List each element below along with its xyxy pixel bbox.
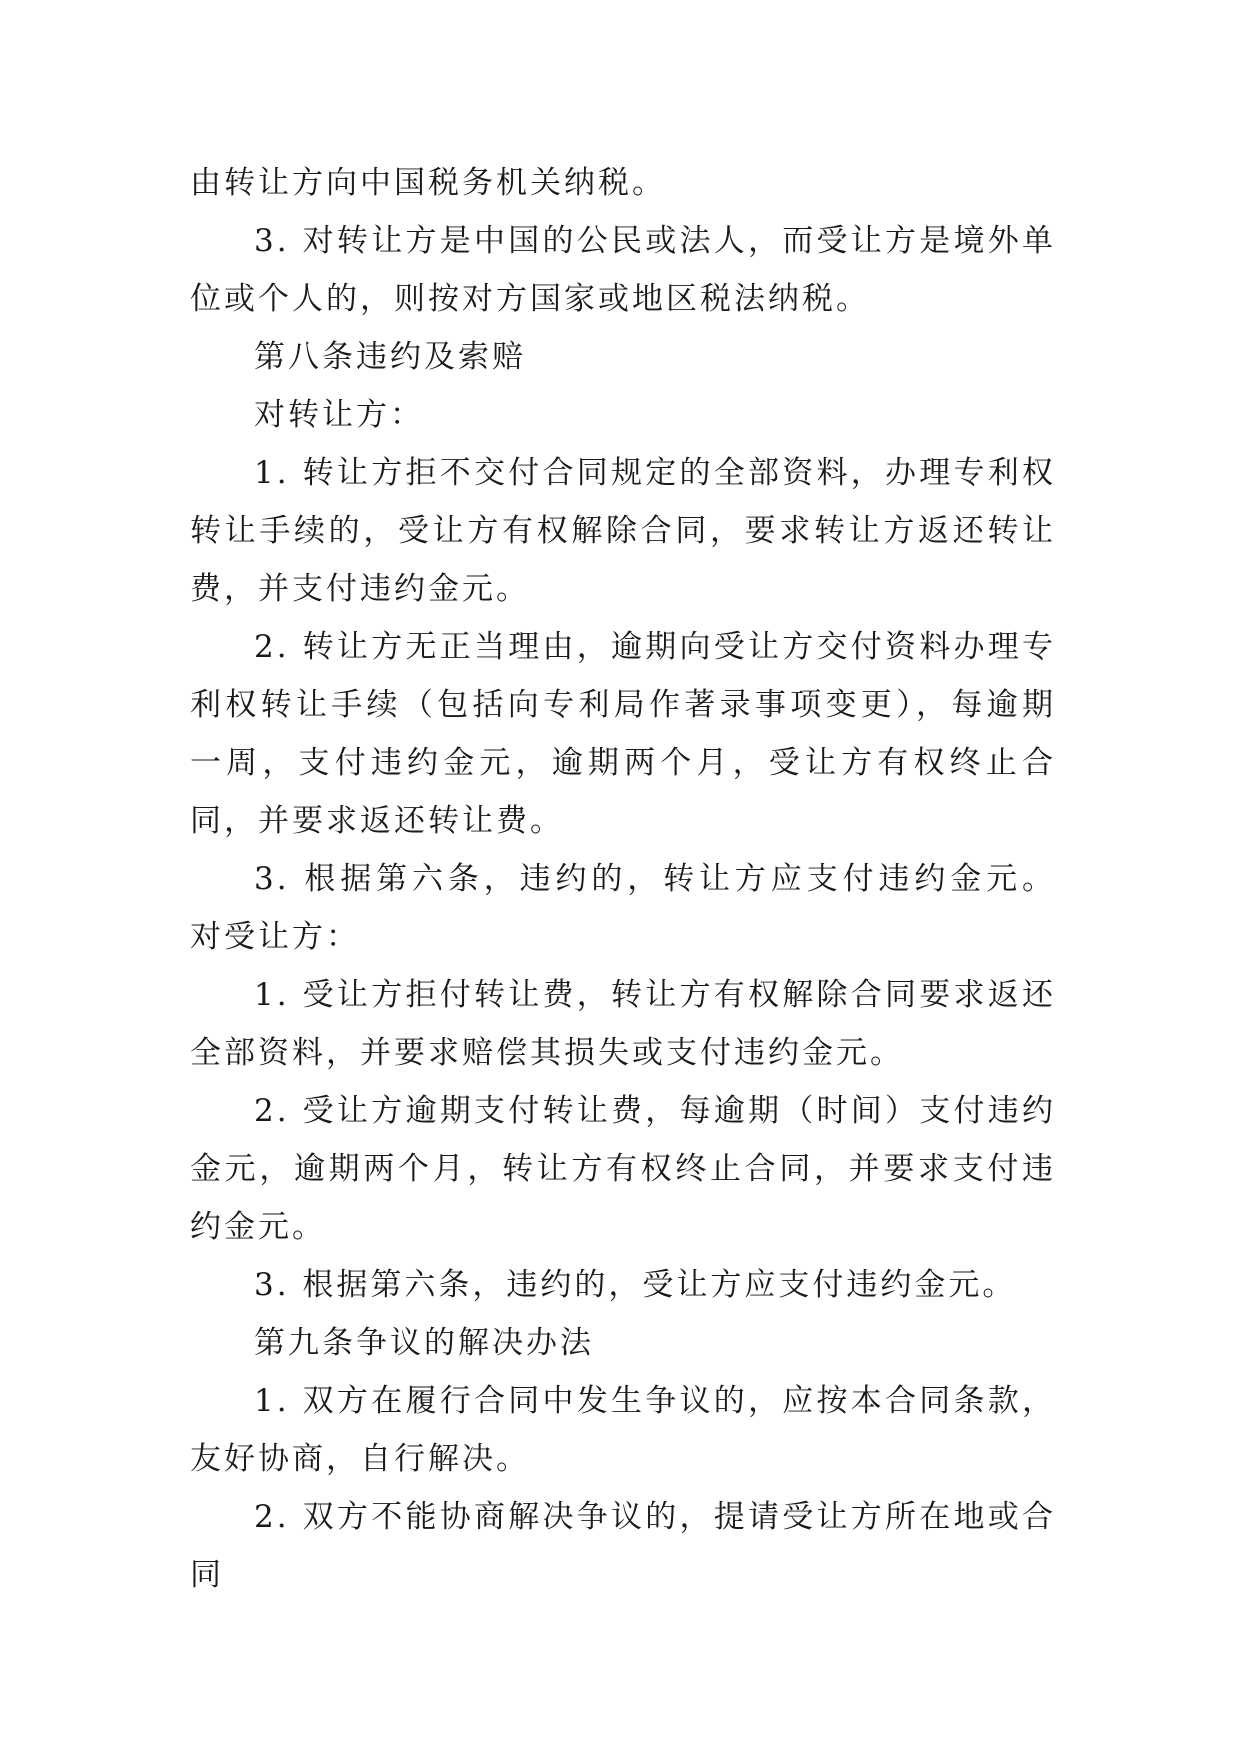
paragraph-dispute-item-1: 1. 双方在履行合同中发生争议的，应按本合同条款，友好协商，自行解决。 [190,1383,1056,1477]
paragraph-transferee-item-2: 2. 受让方逾期支付转让费，每逾期（时间）支付违约金元，逾期两个月，转让方有权终止合同，并要求支付违约金元。 [190,1093,1056,1245]
paragraph-tax-item-3: 3. 对转让方是中国的公民或法人，而受让方是境外单位或个人的，则按对方国家或地区税法纳税。 [190,223,1056,317]
subheading-transferor: 对转让方： [254,397,424,433]
paragraph-transferee-item-1: 1. 受让方拒付转让费，转让方有权解除合同要求返还全部资料，并要求赔偿其损失或支付违约金元。 [190,977,1056,1071]
paragraph-transferor-item-3: 3. 根据第六条，违约的，转让方应支付违约金元。 对受让方： [190,861,1056,955]
paragraph-transferor-item-1: 1. 转让方拒不交付合同规定的全部资料，办理专利权转让手续的，受让方有权解除合同，要求转让方返还转让费，并支付违约金元。 [190,455,1056,607]
paragraph-transferor-item-2: 2. 转让方无正当理由，逾期向受让方交付资料办理专利权转让手续（包括向专利局作著录事项变更），每逾期一周，支付违约金元，逾期两个月，受让方有权终止合同，并要求返还转让费。 [190,629,1056,839]
paragraph-dispute-item-2: 2. 双方不能协商解决争议的，提请受让方所在地或合同 [190,1499,1056,1593]
paragraph-transferee-item-3: 3. 根据第六条，违约的，受让方应支付违约金元。 [254,1267,1017,1303]
paragraph-tax-continuation: 由转让方向中国税务机关纳税。 [190,165,666,201]
contract-body [190,154,1056,1604]
section-heading-article-8: 第八条违约及索赔 [254,339,526,375]
section-heading-article-9: 第九条争议的解决办法 [254,1325,594,1361]
